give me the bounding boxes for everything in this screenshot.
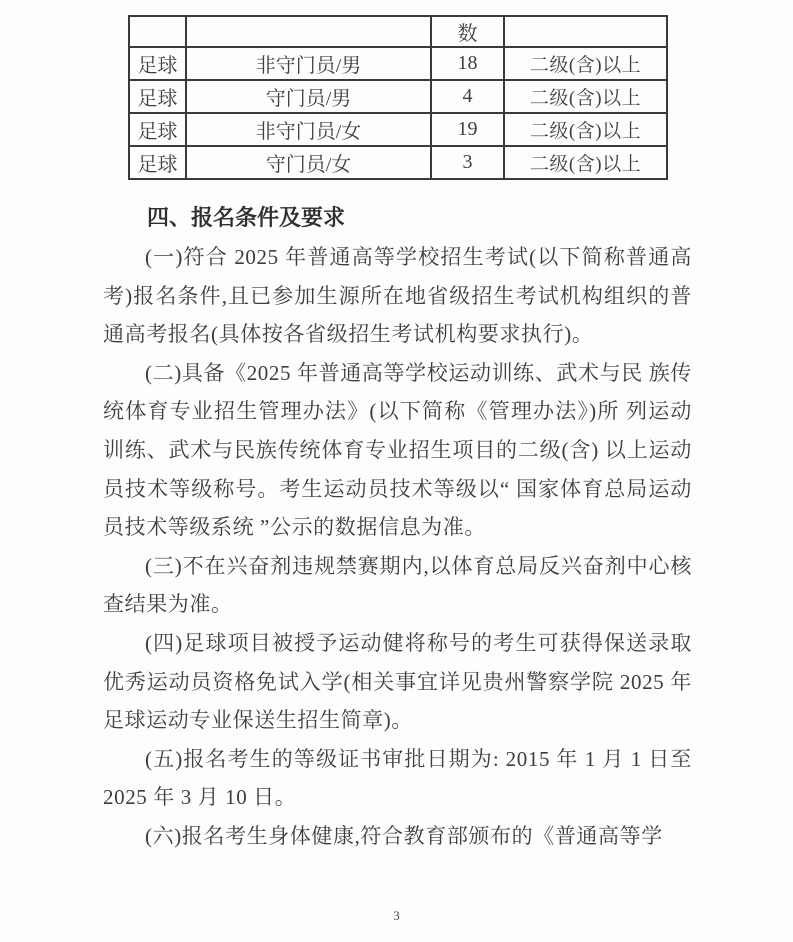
cell-position: 非守门员/女	[186, 113, 431, 146]
cell-grade: 二级(含)以上	[504, 47, 667, 80]
cell-sport: 足球	[129, 47, 186, 80]
table-row	[129, 80, 667, 113]
paragraph-3: (三)不在兴奋剂违规禁赛期内,以体育总局反兴奋剂中心核查结果为准。	[103, 553, 692, 617]
header-cell-grade	[504, 16, 667, 47]
header-cell-sport	[129, 16, 186, 47]
cell-count: 19	[431, 113, 504, 146]
cell-grade: 二级(含)以上	[504, 113, 667, 146]
header-cell-position	[186, 16, 431, 47]
paragraph-6: (六)报名考生身体健康,符合教育部颁布的《普通高等学	[145, 823, 663, 848]
cell-position: 守门员/女	[186, 146, 431, 179]
section-heading: 四、报名条件及要求	[147, 205, 346, 230]
cell-count: 4	[431, 80, 504, 113]
document-body	[103, 197, 692, 856]
cell-sport: 足球	[129, 113, 186, 146]
cell-grade: 二级(含)以上	[504, 80, 667, 113]
table-row	[129, 146, 667, 179]
cell-count: 3	[431, 146, 504, 179]
header-cell-count: 数	[431, 16, 504, 47]
table-row	[129, 47, 667, 80]
cell-position: 守门员/男	[186, 80, 431, 113]
cell-grade: 二级(含)以上	[504, 146, 667, 179]
cell-count: 18	[431, 47, 504, 80]
paragraph-4: (四)足球项目被授予运动健将称号的考生可获得保送录取优秀运动员资格免试入学(相关事宜详见贵州警察学院 2025 年足球运动专业保送生招生简章)。	[103, 630, 692, 733]
page-number: 3	[393, 908, 400, 923]
table-header-row	[129, 16, 667, 47]
table-row	[129, 113, 667, 146]
paragraph-1: (一)符合 2025 年普通高等学校招生考试(以下简称普通高考)报名条件,且已参加生源所在地省级招生考试机构组织的普通高考报名(具体按各省级招生考试机构要求执行)。	[103, 245, 692, 347]
cell-sport: 足球	[129, 146, 186, 179]
enrollment-quota-table	[128, 15, 668, 180]
paragraph-2: (二)具备《2025 年普通高等学校运动训练、武术与民 族传统体育专业招生管理办法》(以下简称《管理办法》)所 列运动训练、武术与民族传统体育专业招生项目的二级(含) 以上运动员技术等级称号。考生运动员技术等级以“ 国家体育总局运动员技术等级系统 ”公示的数据信息为准。	[103, 360, 692, 540]
paragraph-5: (五)报名考生的等级证书审批日期为: 2015 年 1 月 1 日至 2025 年 3 月 10 日。	[103, 746, 692, 810]
cell-sport: 足球	[129, 80, 186, 113]
cell-position: 非守门员/男	[186, 47, 431, 80]
